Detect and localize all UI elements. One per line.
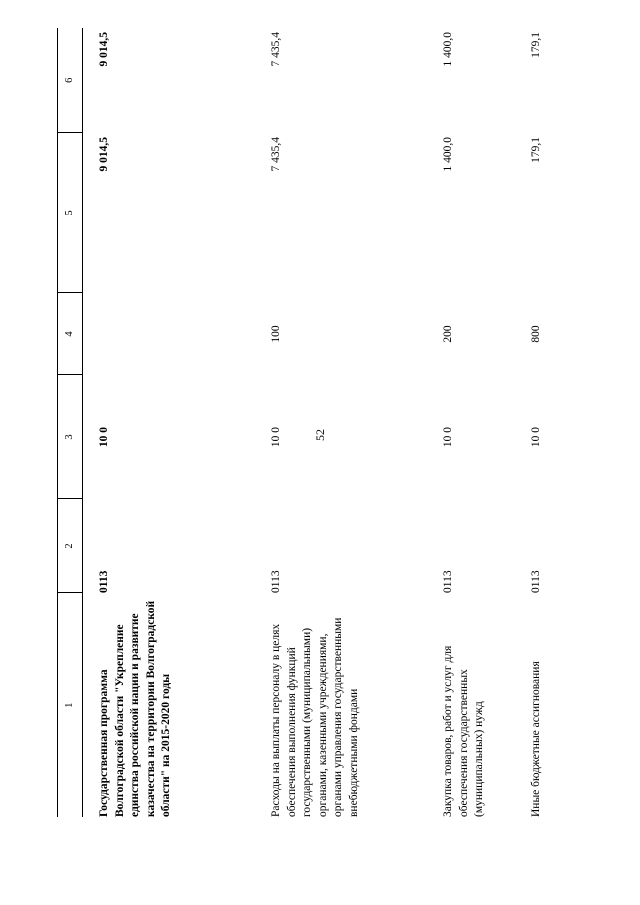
amount-col5: 7 435,4 [270,137,282,172]
table-row [255,28,427,817]
expense-type: 100 [270,325,282,343]
program-code: 10 0 [270,426,282,448]
column-header: 6 [58,28,83,133]
amount-col6: 1 400,0 [442,32,454,67]
amount-col5: 1 400,0 [442,137,454,172]
expense-type: 800 [530,325,542,343]
column-header: 1 [58,593,83,817]
page-number: 52 [313,429,327,441]
budget-table [57,28,577,817]
program-code: 10 0 [530,426,542,448]
amount-col5: 9 014,5 [98,137,110,172]
section-code: 0113 [270,570,282,593]
row-name: Иные бюджетные ассигнования [530,661,542,817]
row-name: Государственная программа Волгоградской области "Укрепление единства российской нации и развитие казачества на территории Волгоградской области" на 2015-2020 годы [98,600,173,817]
section-code: 0113 [530,570,542,593]
table-row [515,28,577,817]
expense-type [83,293,256,375]
amount-col6: 7 435,4 [270,32,282,67]
program-code: 10 0 [442,426,454,448]
amount-col6: 179,1 [530,32,542,58]
row-name: Расходы на выплаты персоналу в целях обеспечения выполнения функций государственными (муниципальными) органами, казенными учреждениями, органами управления государственными внебюджетными фондами [270,617,360,817]
column-header: 5 [58,133,83,293]
section-code: 0113 [98,570,110,593]
expense-type: 200 [442,325,454,343]
column-header: 4 [58,293,83,375]
amount-col6: 9 014,5 [98,32,110,67]
column-header: 3 [58,375,83,499]
program-code: 10 0 [98,426,110,448]
header-row [58,28,83,817]
amount-col5: 179,1 [530,137,542,163]
section-code: 0113 [442,570,454,593]
table-row [83,28,256,817]
row-name: Закупка товаров, работ и услуг для обеспечения государственных (муниципальных) нужд [442,645,486,817]
table-row [427,28,515,817]
column-header: 2 [58,499,83,593]
